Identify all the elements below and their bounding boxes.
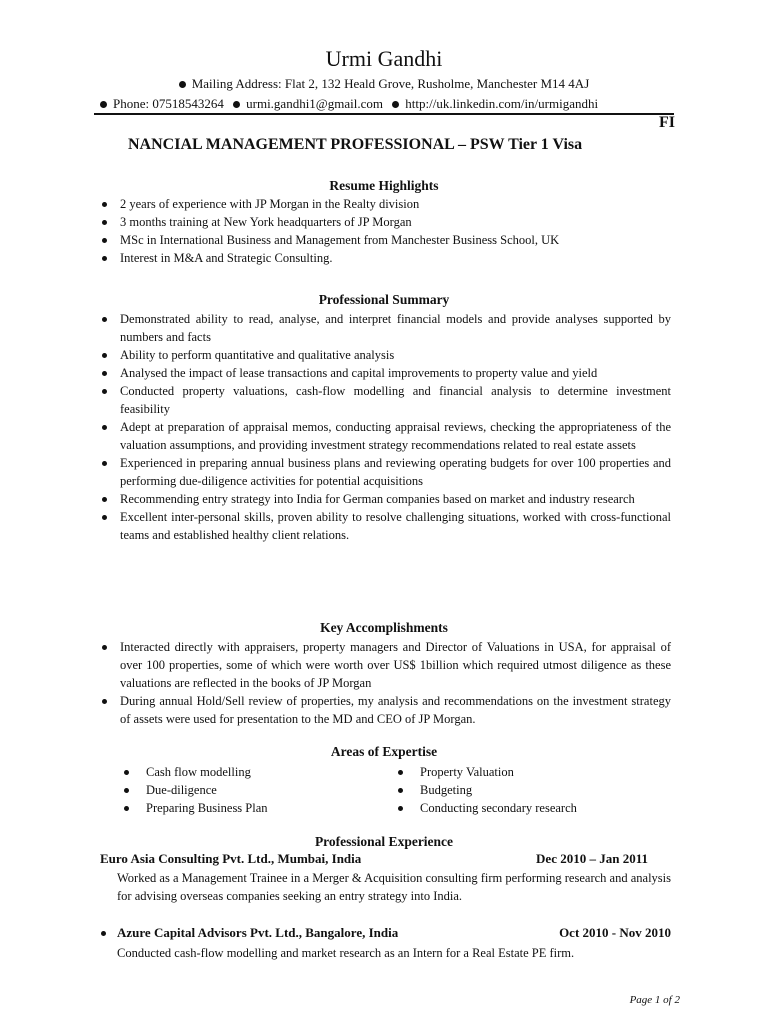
summary-list [0, 310, 671, 544]
list-item: Property Valuation [274, 763, 650, 781]
highlights-list [0, 195, 671, 267]
list-item: Demonstrated ability to read, analyse, and interpret financial models and provide analyses supported by numbers and facts [0, 310, 671, 346]
mailing-address-line [0, 76, 768, 92]
list-item: Conducting secondary research [274, 799, 650, 817]
list-item: MSc in International Business and Management from Manchester Business School, UK [0, 231, 671, 249]
phone: Phone: 07518543264 [113, 96, 224, 111]
job-header-1 [100, 850, 648, 868]
email-link[interactable]: urmi.gandhi1@gmail.com [246, 96, 384, 111]
bullet-icon [101, 931, 106, 936]
list-item: Budgeting [274, 781, 650, 799]
expertise-right-list [274, 763, 650, 817]
bullet-icon [179, 81, 186, 88]
list-item: Recommending entry strategy into India for German companies based on market and industry research [0, 490, 671, 508]
candidate-name: Urmi Gandhi [325, 46, 443, 71]
header-divider [94, 113, 674, 115]
list-item: Analysed the impact of lease transactions and capital improvements to property value and yield [0, 364, 671, 382]
contact-line [100, 96, 598, 112]
bullet-icon [392, 101, 399, 108]
list-item: Interacted directly with appraisers, property managers and Director of Valuations in USA, for appraisal of over 100 properties, some of which were worth over US$ 1billion which required utmost diligence as these valuations are reflected in the books of JP Morgan [0, 638, 671, 692]
section-heading-experience: Professional Experience [314, 834, 454, 849]
list-item: Interest in M&A and Strategic Consulting. [0, 249, 671, 267]
list-item: Preparing Business Plan [0, 799, 366, 817]
linkedin-link[interactable]: http://uk.linkedin.com/in/urmigandhi [405, 96, 599, 111]
company-name: Azure Capital Advisors Pvt. Ltd., Bangalore, India [117, 925, 399, 940]
professional-title: NANCIAL MANAGEMENT PROFESSIONAL – PSW Tier 1 Visa [128, 136, 583, 153]
list-item: Conducted property valuations, cash-flow modelling and financial analysis to determine investment feasibility [0, 382, 671, 418]
list-item: Due-diligence [0, 781, 366, 799]
job-description-2: Conducted cash-flow modelling and market research as an Intern for a Real Estate PE firm. [117, 946, 575, 960]
job-description-1: Worked as a Management Trainee in a Merger & Acquisition consulting firm performing research and analysis for advising overseas companies seeking an entry strategy into India. [117, 871, 671, 903]
list-item: 2 years of experience with JP Morgan in the Realty division [0, 195, 671, 213]
list-item: Cash flow modelling [0, 763, 366, 781]
list-item: Excellent inter-personal skills, proven ability to resolve challenging situations, worked with cross-functional teams and established healthy client relations. [0, 508, 671, 544]
section-heading-expertise: Areas of Expertise [330, 744, 438, 759]
company-name: Euro Asia Consulting Pvt. Ltd., Mumbai, India [100, 851, 362, 866]
mailing-address: Mailing Address: Flat 2, 132 Heald Grove, Rusholme, Manchester M14 4AJ [191, 76, 590, 91]
section-heading-accomplishments: Key Accomplishments [320, 620, 448, 635]
list-item: Experienced in preparing annual business plans and reviewing operating budgets for over 100 properties and performing due-diligence activities for potential acquisitions [0, 454, 671, 490]
list-item: Ability to perform quantitative and qualitative analysis [0, 346, 671, 364]
title-fragment: FI [659, 114, 675, 131]
job-dates: Dec 2010 – Jan 2011 [536, 851, 648, 866]
list-item: During annual Hold/Sell review of properties, my analysis and recommendations on the investment strategy of assets were used for presentation to the MD and CEO of JP Morgan. [0, 692, 671, 728]
section-heading-summary: Professional Summary [318, 292, 450, 307]
list-item: Adept at preparation of appraisal memos, conducting appraisal reviews, checking the appropriateness of the valuation assumptions, and providing investment strategy recommendations related to real estate assets [0, 418, 671, 454]
job-header-2 [117, 924, 671, 942]
job-dates: Oct 2010 - Nov 2010 [559, 925, 671, 940]
list-item: 3 months training at New York headquarters of JP Morgan [0, 213, 671, 231]
bullet-icon [100, 101, 107, 108]
page-number: Page 1 of 2 [629, 994, 680, 1006]
section-heading-highlights: Resume Highlights [329, 178, 439, 193]
bullet-icon [233, 101, 240, 108]
accomplishments-list [0, 638, 671, 728]
